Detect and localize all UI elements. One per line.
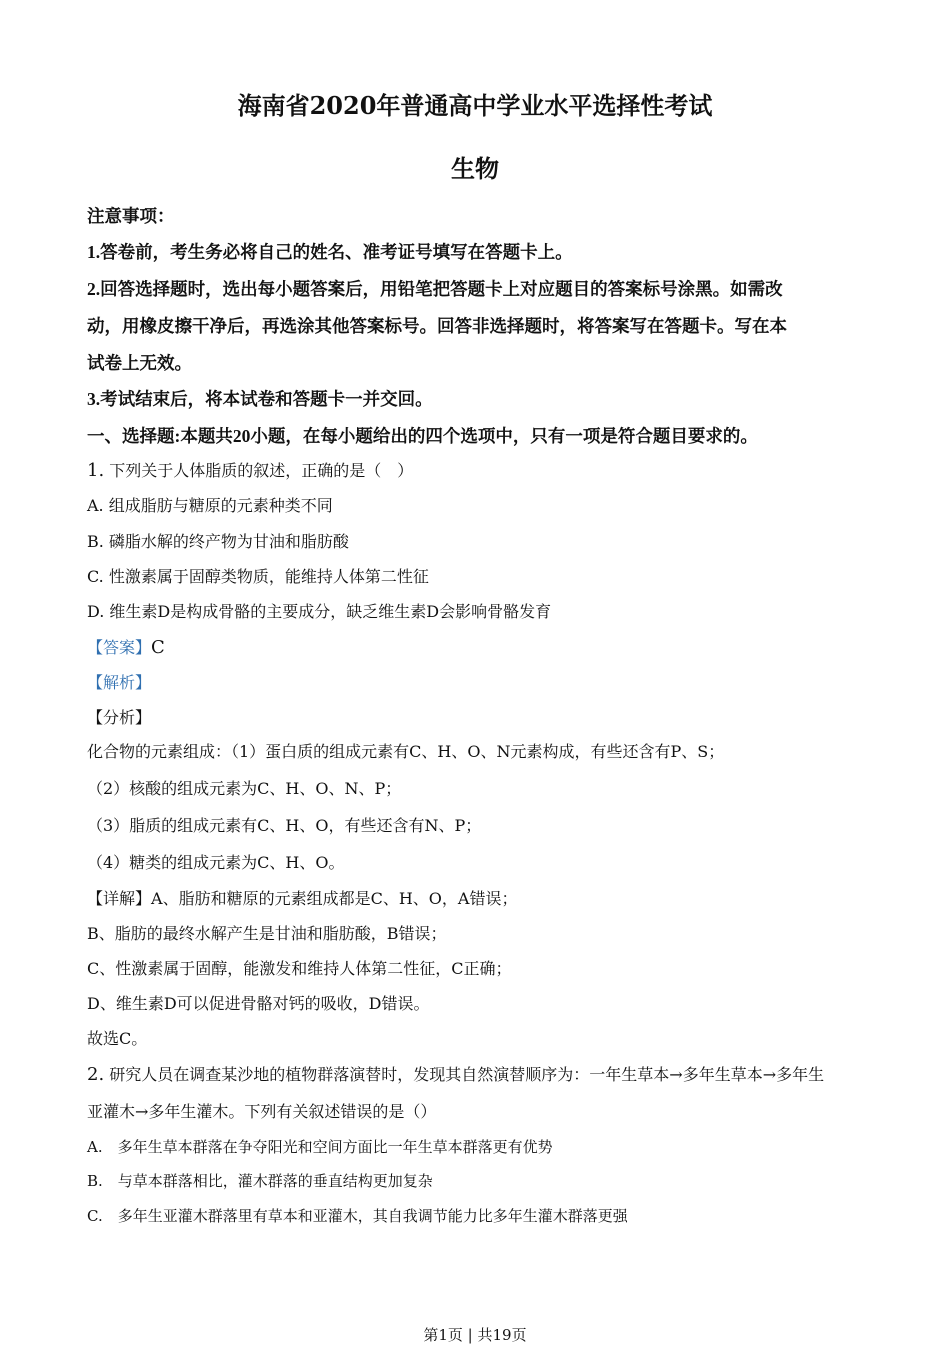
section-heading: 一、选择题:本题共20小题，在每小题给出的四个选项中，只有一项是符合题目要求的。 <box>87 426 758 446</box>
question-2-stem-cont: 亚灌木→多年生灌木。下列有关叙述错误的是（） <box>87 1102 437 1121</box>
notice-line: 动，用橡皮擦干净后，再选涂其他答案标号。回答非选择题时，将答案写在答题卡。写在本 <box>87 316 787 336</box>
detail-line: B、脂肪的最终水解产生是甘油和脂肪酸，B错误； <box>87 924 447 943</box>
detail-line: 【详解】A、脂肪和糖原的元素组成都是C、H、O，A错误； <box>87 889 518 908</box>
fenxi-label: 【分析】 <box>87 708 152 727</box>
detail-line: C、性激素属于固醇，能激发和维持人体第二性征，C正确； <box>87 959 512 978</box>
q1-option-a: A. 组成脂肪与糖原的元素种类不同 <box>87 496 333 515</box>
notice-line: 试卷上无效。 <box>87 353 192 373</box>
notice-line: 1.答卷前，考生务必将自己的姓名、准考证号填写在答题卡上。 <box>87 242 573 262</box>
exam-title: 海南省2020年普通高中学业水平选择性考试 <box>237 91 713 120</box>
detail-line: 故选C。 <box>87 1029 148 1048</box>
q1-option-d: D. 维生素D是构成骨骼的主要成分，缺乏维生素D会影响骨骼发育 <box>87 602 552 621</box>
notice-line: 3.考试结束后，将本试卷和答题卡一并交回。 <box>87 389 433 409</box>
q2-option-c: C. 多年生亚灌木群落里有草本和亚灌木，其自我调节能力比多年生灌木群落更强 <box>87 1207 628 1225</box>
question-1-stem: 1. 下列关于人体脂质的叙述，正确的是（ ） <box>87 460 414 481</box>
q2-option-b: B. 与草本群落相比，灌木群落的垂直结构更加复杂 <box>87 1172 433 1190</box>
q1-answer: 【答案】C <box>87 637 165 658</box>
fenxi-line: （3）脂质的组成元素有C、H、O，有些还含有N、P； <box>87 816 482 835</box>
fenxi-line: （4）糖类的组成元素为C、H、O。 <box>87 853 345 872</box>
question-2-stem: 2. 研究人员在调查某沙地的植物群落演替时，发现其自然演替顺序为：一年生草本→多年生草本→多年生 <box>87 1064 825 1085</box>
q2-option-a: A. 多年生草本群落在争夺阳光和空间方面比一年生草本群落更有优势 <box>87 1138 553 1156</box>
subject-title: 生物 <box>451 154 499 183</box>
notice-heading: 注意事项： <box>87 206 175 226</box>
fenxi-line: 化合物的元素组成：（1）蛋白质的组成元素有C、H、O、N元素构成，有些还含有P、S； <box>87 742 725 761</box>
detail-line: D、维生素D可以促进骨骼对钙的吸收，D错误。 <box>87 994 430 1013</box>
fenxi-line: （2）核酸的组成元素为C、H、O、N、P； <box>87 779 402 798</box>
q1-option-b: B. 磷脂水解的终产物为甘油和脂肪酸 <box>87 532 349 551</box>
q1-option-c: C. 性激素属于固醇类物质，能维持人体第二性征 <box>87 567 429 586</box>
page-footer: 第1页 | 共19页 <box>423 1326 527 1344</box>
analysis-label: 【解析】 <box>87 673 152 692</box>
notice-line: 2.回答选择题时，选出每小题答案后，用铅笔把答题卡上对应题目的答案标号涂黑。如需改 <box>87 279 783 299</box>
